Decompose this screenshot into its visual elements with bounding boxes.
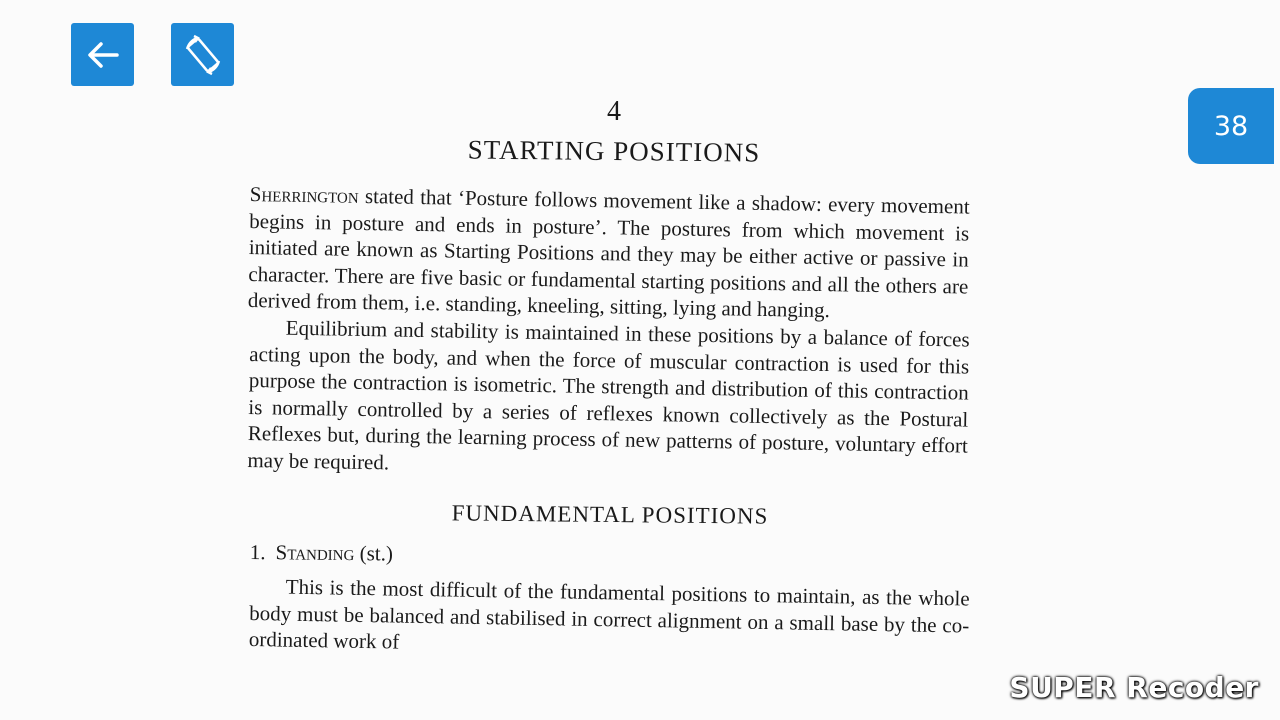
subsection-abbrev: (st.) xyxy=(359,540,394,566)
watermark-logo: SUPER Recoder xyxy=(1009,671,1259,704)
rotate-screen-button[interactable] xyxy=(171,23,234,86)
chapter-title: STARTING POSITIONS xyxy=(467,134,761,168)
page-number-badge[interactable] xyxy=(1188,88,1274,164)
chapter-number: 4 xyxy=(607,96,621,127)
back-arrow-icon xyxy=(83,35,123,75)
paragraph-standing: This is the most difficult of the fundamental positions to maintain, as the whole body must be balanced and stabilised in correct alignment on a small base by the co-ordinated work of xyxy=(248,574,970,654)
back-button[interactable] xyxy=(71,23,134,86)
subsection-heading xyxy=(250,540,970,573)
subsection-number: 1. xyxy=(249,539,266,564)
page-number: 38 xyxy=(1213,110,1249,142)
subsection-title: Standing xyxy=(275,539,355,565)
document-page xyxy=(247,96,970,654)
rotate-screen-icon xyxy=(181,33,225,77)
paragraph-intro xyxy=(248,181,970,327)
paragraph-equilibrium: Equilibrium and stability is maintained in these positions by a balance of forces acting upon the body, and when the force of muscular contraction is used for this purpose the contraction is isometric. The strength and distribution of this contraction is normally controlled by a series of reflexes known collectively as the Postural Reflexes but, during the learning process of new patterns of posture, voluntary effort may be required. xyxy=(247,315,970,475)
paragraph-intro-text: stated that ‘Posture follows movement like a shadow: every movement begins in posture and ends in posture’. The postures from which movement is initiated are known as Starting Positions and they may be either active or passive in character. There are five basic or fundamental starting positions and all the others are derived from them, i.e. standing, kneeling, sitting, lying and hanging. xyxy=(247,183,970,323)
section-title: FUNDAMENTAL POSITIONS xyxy=(451,499,769,529)
author-name: Sherrington xyxy=(249,181,359,208)
